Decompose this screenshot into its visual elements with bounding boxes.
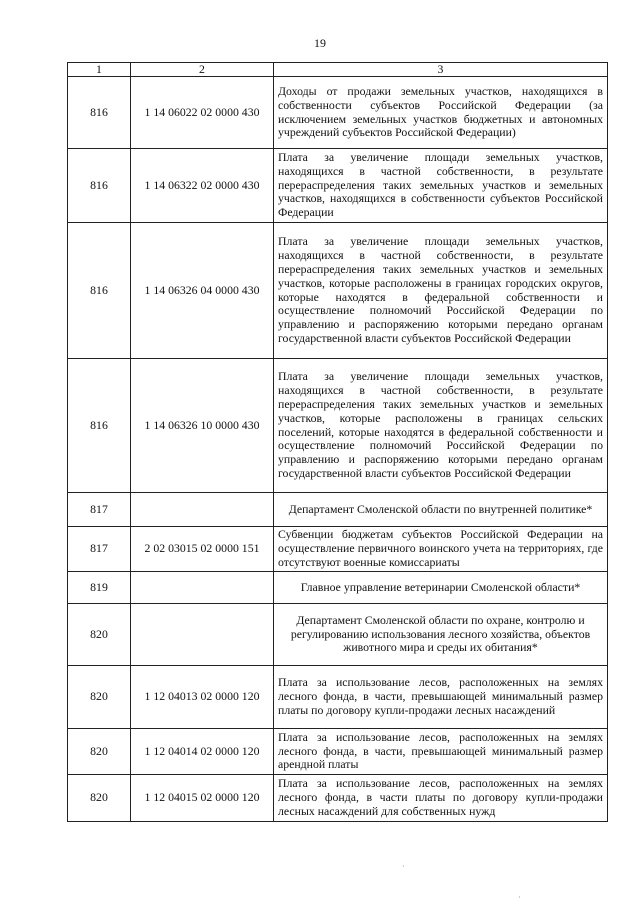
- admin-code-cell: 816: [68, 223, 131, 359]
- column-header-name: 3: [274, 63, 608, 77]
- admin-code-cell: 819: [68, 572, 131, 604]
- revenue-name-cell: Субвенции бюджетам субъектов Российской Федерации на осуществление первичного воинского учета на территориях, где отсутствуют военные комиссариаты: [274, 527, 608, 572]
- budget-code-cell: 1 14 06322 02 0000 430: [131, 149, 274, 223]
- column-header-code: 2: [131, 63, 274, 77]
- revenue-codes-table: [67, 62, 608, 822]
- department-row: [68, 572, 608, 604]
- budget-code-cell: 1 14 06326 04 0000 430: [131, 223, 274, 359]
- admin-code-cell: 816: [68, 149, 131, 223]
- table-row: [68, 775, 608, 822]
- table-row: [68, 359, 608, 493]
- admin-code-cell: 816: [68, 359, 131, 493]
- department-row: [68, 493, 608, 527]
- scan-mark: ·: [518, 893, 521, 902]
- table-row: [68, 223, 608, 359]
- table-row: [68, 77, 608, 149]
- table-row: [68, 729, 608, 775]
- admin-code-cell: 817: [68, 493, 131, 527]
- revenue-name-cell: Плата за увеличение площади земельных участков, находящихся в частной собственности, в результате перераспределения таких земельных участков и земельных участков, которые расположены в границах сельских поселений, которые находятся в федеральной собственности и осуществление полномочий Российской Федерации по управлению и распоряжению которыми передано органам государственной власти субъектов Российской Федерации: [274, 359, 608, 493]
- column-header-admin: 1: [68, 63, 131, 77]
- revenue-name-cell: Плата за использование лесов, расположенных на землях лесного фонда, в части, превышающей минимальный размер платы по договору купли-продажи лесных насаждений: [274, 666, 608, 729]
- department-name-cell: Департамент Смоленской области по внутренней политике*: [274, 493, 608, 527]
- budget-code-cell: 1 12 04014 02 0000 120: [131, 729, 274, 775]
- revenue-name-cell: Плата за использование лесов, расположенных на землях лесного фонда, в части платы по договору купли-продажи лесных насаждений для собственных нужд: [274, 775, 608, 822]
- budget-code-cell: 1 12 04015 02 0000 120: [131, 775, 274, 822]
- revenue-name-cell: Плата за использование лесов, расположенных на землях лесного фонда, в части, превышающей минимальный размер арендной платы: [274, 729, 608, 775]
- budget-code-cell: 2 02 03015 02 0000 151: [131, 527, 274, 572]
- budget-code-cell: [131, 604, 274, 666]
- table-row: [68, 666, 608, 729]
- table-row: [68, 527, 608, 572]
- admin-code-cell: 816: [68, 77, 131, 149]
- admin-code-cell: 817: [68, 527, 131, 572]
- revenue-name-cell: Плата за увеличение площади земельных участков, находящихся в частной собственности, в результате перераспределения таких земельных участков и земельных участков, которые расположены в границах городских округов, которые находятся в федеральной собственности и осуществление полномочий Российской Федерации по управлению и распоряжению которыми передано органам государственной власти субъектов Российской Федерации: [274, 223, 608, 359]
- budget-code-cell: 1 14 06022 02 0000 430: [131, 77, 274, 149]
- budget-code-cell: [131, 493, 274, 527]
- department-row: [68, 604, 608, 666]
- admin-code-cell: 820: [68, 729, 131, 775]
- budget-code-cell: 1 14 06326 10 0000 430: [131, 359, 274, 493]
- admin-code-cell: 820: [68, 604, 131, 666]
- table-row: [68, 149, 608, 223]
- revenue-name-cell: Доходы от продажи земельных участков, находящихся в собственности субъектов Российской Федерации (за исключением земельных участков бюджетных и автономных учреждений субъектов Российской Федерации): [274, 77, 608, 149]
- admin-code-cell: 820: [68, 775, 131, 822]
- table-body: [68, 77, 608, 822]
- department-name-cell: Главное управление ветеринарии Смоленской области*: [274, 572, 608, 604]
- revenue-name-cell: Плата за увеличение площади земельных участков, находящихся в частной собственности, в результате перераспределения таких земельных участков и земельных участков, находящихся в собственности субъектов Российской Федерации: [274, 149, 608, 223]
- scan-mark: ·: [402, 862, 405, 871]
- department-name-cell: Департамент Смоленской области по охране, контролю и регулированию использования лесного хозяйства, объектов животного мира и среды их обитания*: [274, 604, 608, 666]
- budget-code-cell: 1 12 04013 02 0000 120: [131, 666, 274, 729]
- admin-code-cell: 820: [68, 666, 131, 729]
- table-header-row: [68, 63, 608, 77]
- page-number: 19: [314, 36, 326, 50]
- budget-code-cell: [131, 572, 274, 604]
